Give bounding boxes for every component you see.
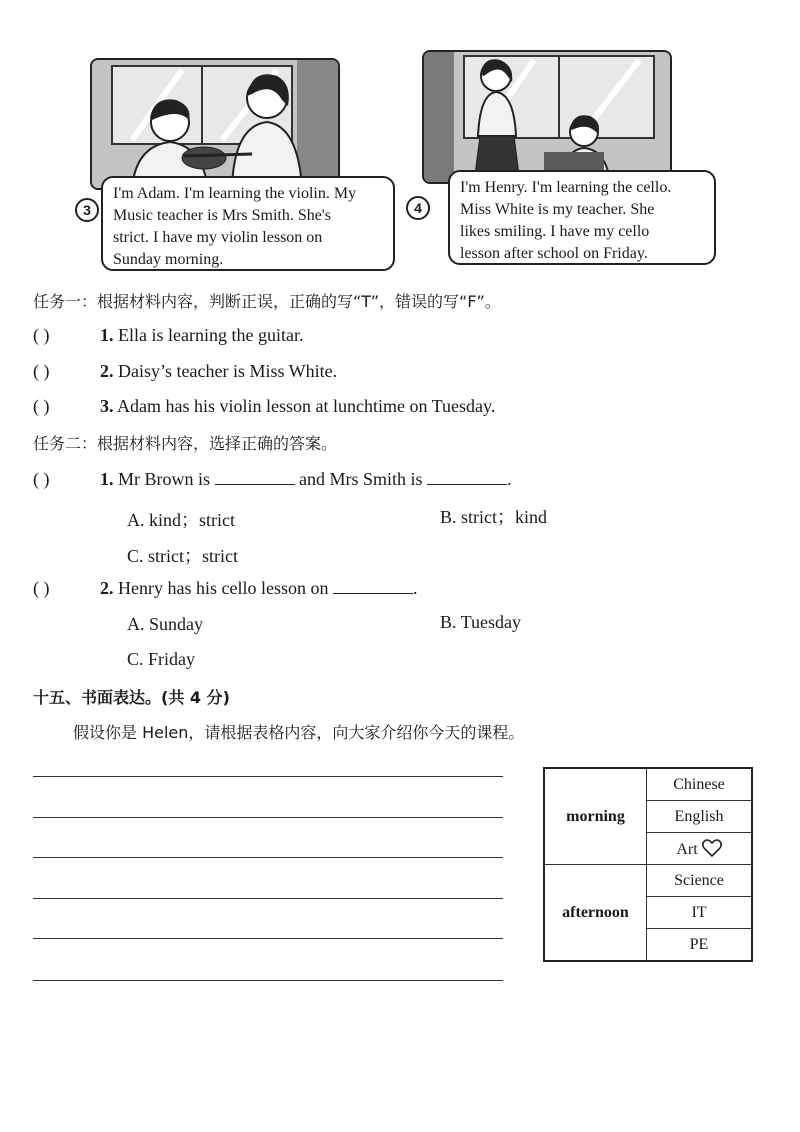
question-number: 3. (100, 396, 114, 416)
section-15-heading: 十五、书面表达。(共 4 分) (33, 688, 230, 707)
heart-icon (702, 839, 722, 857)
task2-title: 任务二：根据材料内容，选择正确的答案。 (33, 434, 338, 453)
bubble-line: I'm Henry. I'm learning the cello. (460, 179, 672, 196)
cello-lesson-illustration (424, 52, 670, 182)
bubble-line: I'm Adam. I'm learning the violin. My (113, 185, 357, 202)
question-number: 1. (100, 325, 114, 345)
question-text-part1: Mr Brown is (118, 469, 211, 489)
comic-panel-3-illustration (90, 58, 340, 190)
option-a[interactable]: A. Sunday (127, 614, 203, 634)
subject-cell: English (647, 801, 753, 833)
fill-blank[interactable] (333, 579, 413, 594)
writing-line[interactable] (33, 980, 503, 981)
writing-line[interactable] (33, 776, 503, 777)
task1-title: 任务一：根据材料内容，判断正误，正确的写“T”，错误的写“F”。 (33, 292, 501, 311)
afternoon-label: afternoon (544, 865, 647, 962)
schedule-table (543, 767, 753, 962)
task2-question-1 (100, 469, 512, 490)
subject-cell: Chinese (647, 768, 753, 801)
question-end: . (507, 469, 512, 489)
option-c[interactable]: C. Friday (127, 649, 196, 669)
answer-paren-t1-2[interactable]: ( ) (33, 361, 50, 381)
question-number: 1. (100, 469, 114, 489)
speech-bubble-adam (101, 176, 395, 271)
speech-bubble-henry (448, 170, 716, 265)
question-number: 2. (100, 578, 114, 598)
writing-line[interactable] (33, 857, 503, 858)
task1-question-2 (100, 361, 337, 382)
subject-cell: IT (647, 897, 753, 929)
question-number: 2. (100, 361, 114, 381)
subject-cell: PE (647, 929, 753, 962)
bubble-line: strict. I have my violin lesson on (113, 229, 323, 246)
question-text-part1: Henry has his cello lesson on (118, 578, 329, 598)
option-b[interactable]: B. Tuesday (440, 612, 522, 632)
option-c[interactable]: C. strict；strict (127, 546, 238, 566)
option-a[interactable]: A. kind；strict (127, 510, 235, 530)
answer-paren-t2-1[interactable]: ( ) (33, 469, 50, 489)
violin-lesson-illustration (92, 60, 338, 188)
comic-panel-4-illustration (422, 50, 672, 184)
fill-blank[interactable] (427, 470, 507, 485)
question-text: Daisy’s teacher is Miss White. (118, 361, 338, 381)
question-text: Ella is learning the guitar. (118, 325, 304, 345)
question-end: . (412, 578, 418, 598)
question-text: Adam has his violin lesson at lunchtime on Tuesday. (117, 396, 496, 416)
task1-question-3 (100, 396, 495, 417)
subject-cell-art (647, 833, 753, 865)
fill-blank[interactable] (215, 470, 295, 485)
answer-paren-t1-1[interactable]: ( ) (33, 325, 50, 345)
answer-paren-t1-3[interactable]: ( ) (33, 396, 50, 416)
writing-line[interactable] (33, 938, 503, 939)
writing-prompt: 假设你是 Helen，请根据表格内容，向大家介绍你今天的课程。 (73, 723, 525, 742)
bubble-line: Miss White is my teacher. She (460, 201, 655, 218)
bubble-line: Music teacher is Mrs Smith. She's (113, 207, 331, 224)
question-text-part2: and Mrs Smith is (299, 469, 423, 489)
bubble-line: likes smiling. I have my cello (460, 223, 650, 240)
morning-label: morning (544, 768, 647, 865)
writing-line[interactable] (33, 817, 503, 818)
option-b[interactable]: B. strict；kind (440, 507, 547, 527)
task2-question-2 (100, 578, 417, 599)
bubble-line: Sunday morning. (113, 251, 224, 268)
task1-question-1 (100, 325, 303, 346)
panel-number-3: 3 (75, 198, 99, 222)
panel-number-4: 4 (406, 196, 430, 220)
subject-label: Art (676, 840, 698, 858)
answer-paren-t2-2[interactable]: ( ) (33, 578, 50, 598)
bubble-line: lesson after school on Friday. (460, 245, 648, 262)
subject-cell: Science (647, 865, 753, 897)
writing-line[interactable] (33, 898, 503, 899)
